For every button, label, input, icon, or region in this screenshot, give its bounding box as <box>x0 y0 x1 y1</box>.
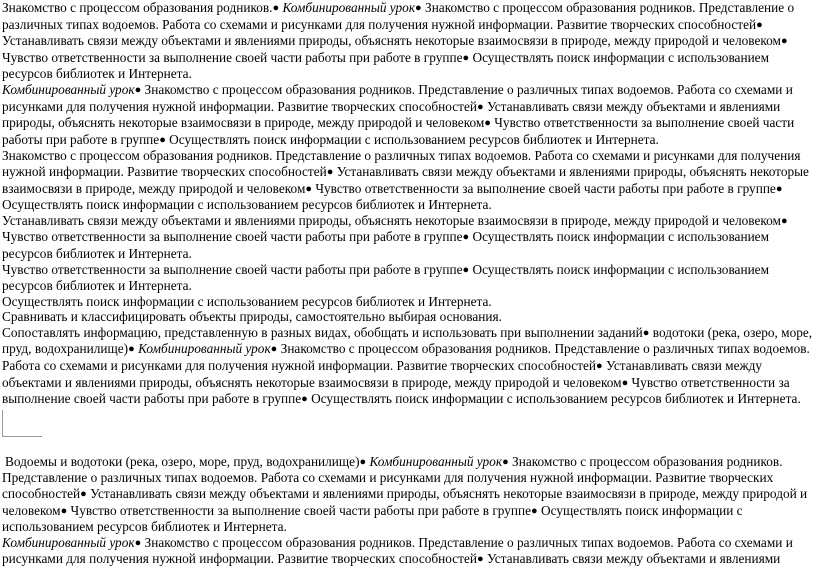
document-body <box>2 0 814 568</box>
underline-stub <box>2 436 42 437</box>
text-run: Чувство ответственности за выполнение своей части работы при работе в группе <box>2 115 795 147</box>
paragraph-p5 <box>2 262 814 294</box>
lesson-type-label: Комбинированный урок <box>279 0 416 15</box>
bullet-icon: ● <box>134 536 142 549</box>
bullet-icon: ● <box>305 182 313 195</box>
text-run: Устанавливать связи между объектами и явлениями природы, объяснять некоторые взаимосвязи в природе, между природой и человеком <box>2 212 781 228</box>
text-run: Устанавливать связи между объектами и явлениями природы, объяснять некоторые взаимосвязи в природе, между природой и человеком <box>2 358 763 390</box>
bullet-icon: ● <box>502 455 509 468</box>
bullet-icon: ● <box>359 455 367 468</box>
text-run: Знакомство с процессом образования родников. Представление о различных типах водоемов. Работа со схемами и рисунками для получения нужной информации. Развитие творческих способностей <box>2 453 783 502</box>
paragraph-p9 <box>2 454 814 535</box>
text-run: Осуществлять поиск информации с использованием ресурсов библиотек и Интернета. <box>2 229 769 261</box>
text-run: Осуществлять поиск информации с использованием ресурсов библиотек и Интернета. <box>307 391 801 407</box>
text-run: Сравнивать и классифицировать объекты природы, самостоятельно выбирая основания. <box>2 309 502 325</box>
page-break-marker <box>2 408 814 454</box>
bullet-icon: ● <box>476 100 484 113</box>
bullet-icon: ● <box>621 376 629 389</box>
bullet-icon: ● <box>775 182 783 195</box>
text-run: Осуществлять поиск информации с использованием ресурсов библиотек и Интернета. <box>2 502 743 535</box>
lesson-type-label: Комбинированный урок <box>2 534 135 550</box>
lesson-type-label: Комбинированный урок <box>366 453 503 469</box>
text-run: Осуществлять поиск информации с использованием ресурсов библиотек и Интернета. <box>2 49 769 82</box>
text-run: Устанавливать связи между объектами и явлениями <box>483 551 781 567</box>
bullet-icon: ● <box>326 165 334 178</box>
bullet-icon: ● <box>462 51 470 64</box>
text-run: Чувство ответственности за выполнение своей части работы при работе в группе <box>2 49 463 65</box>
bullet-icon: ● <box>531 504 538 517</box>
text-run: Осуществлять поиск информации с использованием ресурсов библиотек и Интернета. <box>2 261 769 294</box>
bullet-icon: ● <box>128 343 135 356</box>
text-run: Знакомство с процессом образования родников. Представление о различных типах водоемов. Работа со схемами и рисунками для получения нужной информации. Развитие творческих способностей <box>2 148 801 179</box>
paragraph-p2 <box>2 82 814 148</box>
bullet-icon: ● <box>476 553 484 566</box>
text-run: Знакомство с процессом образования родников. Представление о различных типах водоемов. Работа со схемами и рисунками для получения нужной информации. Развитие творческих способностей <box>2 0 795 32</box>
paragraph-p1 <box>2 0 814 82</box>
paragraph-p10 <box>2 535 814 568</box>
paragraphs-top <box>2 0 814 408</box>
text-run: Сопоставлять информацию, представленную в разных видах, обобщать и использовать при выполнении заданий <box>2 324 643 340</box>
bullet-icon: ● <box>272 2 280 14</box>
text-run: Осуществлять поиск информации с использованием ресурсов библиотек и Интернета. <box>165 131 659 147</box>
bullet-icon: ● <box>159 133 166 146</box>
text-run: Чувство ответственности за выполнение своей части работы при работе в группе <box>2 229 463 245</box>
text-run: Знакомство с процессом образования родников. <box>2 0 273 15</box>
text-run: Знакомство с процессом образования родников. Представление о различных типах водоемов. Работа со схемами и рисунками для получения нужной информации. Развитие творческих способностей <box>2 81 793 114</box>
bullet-icon: ● <box>484 117 491 130</box>
bullet-icon: ● <box>80 488 87 501</box>
paragraph-p4 <box>2 213 814 262</box>
text-run: Чувство ответственности за выполнение своей части работы при работе в группе <box>312 180 776 196</box>
bullet-icon: ● <box>415 2 422 14</box>
bullet-icon: ● <box>60 504 68 517</box>
bullet-icon: ● <box>134 83 142 96</box>
text-run: Знакомство с процессом образования родников. Представление о различных типах водоемов. Работа со схемами и рисунками для получения нужной информации. Развитие творческих способностей <box>2 341 810 374</box>
text-run: Устанавливать связи между объектами и явлениями природы, объяснять некоторые взаимосвязи в природе, между природой и человеком <box>2 33 781 49</box>
lesson-type-label: Комбинированный урок <box>134 341 271 357</box>
text-run: Осуществлять поиск информации с использованием ресурсов библиотек и Интернета. <box>2 293 492 309</box>
cursor-line <box>2 410 3 436</box>
text-run: Осуществлять поиск информации с использованием ресурсов библиотек и Интернета. <box>2 197 492 213</box>
paragraph-p3 <box>2 148 814 212</box>
bullet-icon: ● <box>780 214 788 227</box>
lesson-type-label: Комбинированный урок <box>2 81 135 97</box>
text-run: Чувство ответственности за выполнение своей части работы при работе в группе <box>2 374 790 407</box>
bullet-icon: ● <box>596 360 603 373</box>
text-run: Чувство ответственности за выполнение своей части работы при работе в группе <box>67 502 532 518</box>
text-run: водотоки (река, озеро, море, пруд, водохранилище) <box>2 324 813 357</box>
text-run: Чувство ответственности за выполнение своей части работы при работе в группе <box>2 261 463 277</box>
bullet-icon: ● <box>462 231 470 244</box>
bullet-icon: ● <box>462 263 470 276</box>
paragraphs-bottom <box>2 454 814 568</box>
bullet-icon: ● <box>780 35 788 48</box>
bullet-icon: ● <box>270 343 278 356</box>
text-run: Устанавливать связи между объектами и явлениями природы, объяснять некоторые взаимосвязи в природе, между природой и человеком <box>2 486 808 518</box>
text-run: Устанавливать связи между объектами и явлениями природы, объяснять некоторые взаимосвязи в природе, между природой и человеком <box>2 163 809 196</box>
bullet-icon: ● <box>642 326 650 339</box>
paragraph-p6 <box>2 294 814 310</box>
bullet-icon: ● <box>301 393 308 406</box>
text-run: Водоемы и водотоки (река, озеро, море, пруд, водохранилище) <box>5 453 360 469</box>
paragraph-p8 <box>2 325 814 408</box>
paragraph-p7 <box>2 309 814 325</box>
bullet-icon: ● <box>756 18 763 31</box>
text-run: Устанавливать связи между объектами и явлениями природы, объяснять некоторые взаимосвязи в природе, между природой и человеком <box>2 98 781 131</box>
text-run: Знакомство с процессом образования родников. Представление о различных типах водоемов. Работа со схемами и рисунками для получения нужной информации. Развитие творческих способностей <box>2 534 793 567</box>
